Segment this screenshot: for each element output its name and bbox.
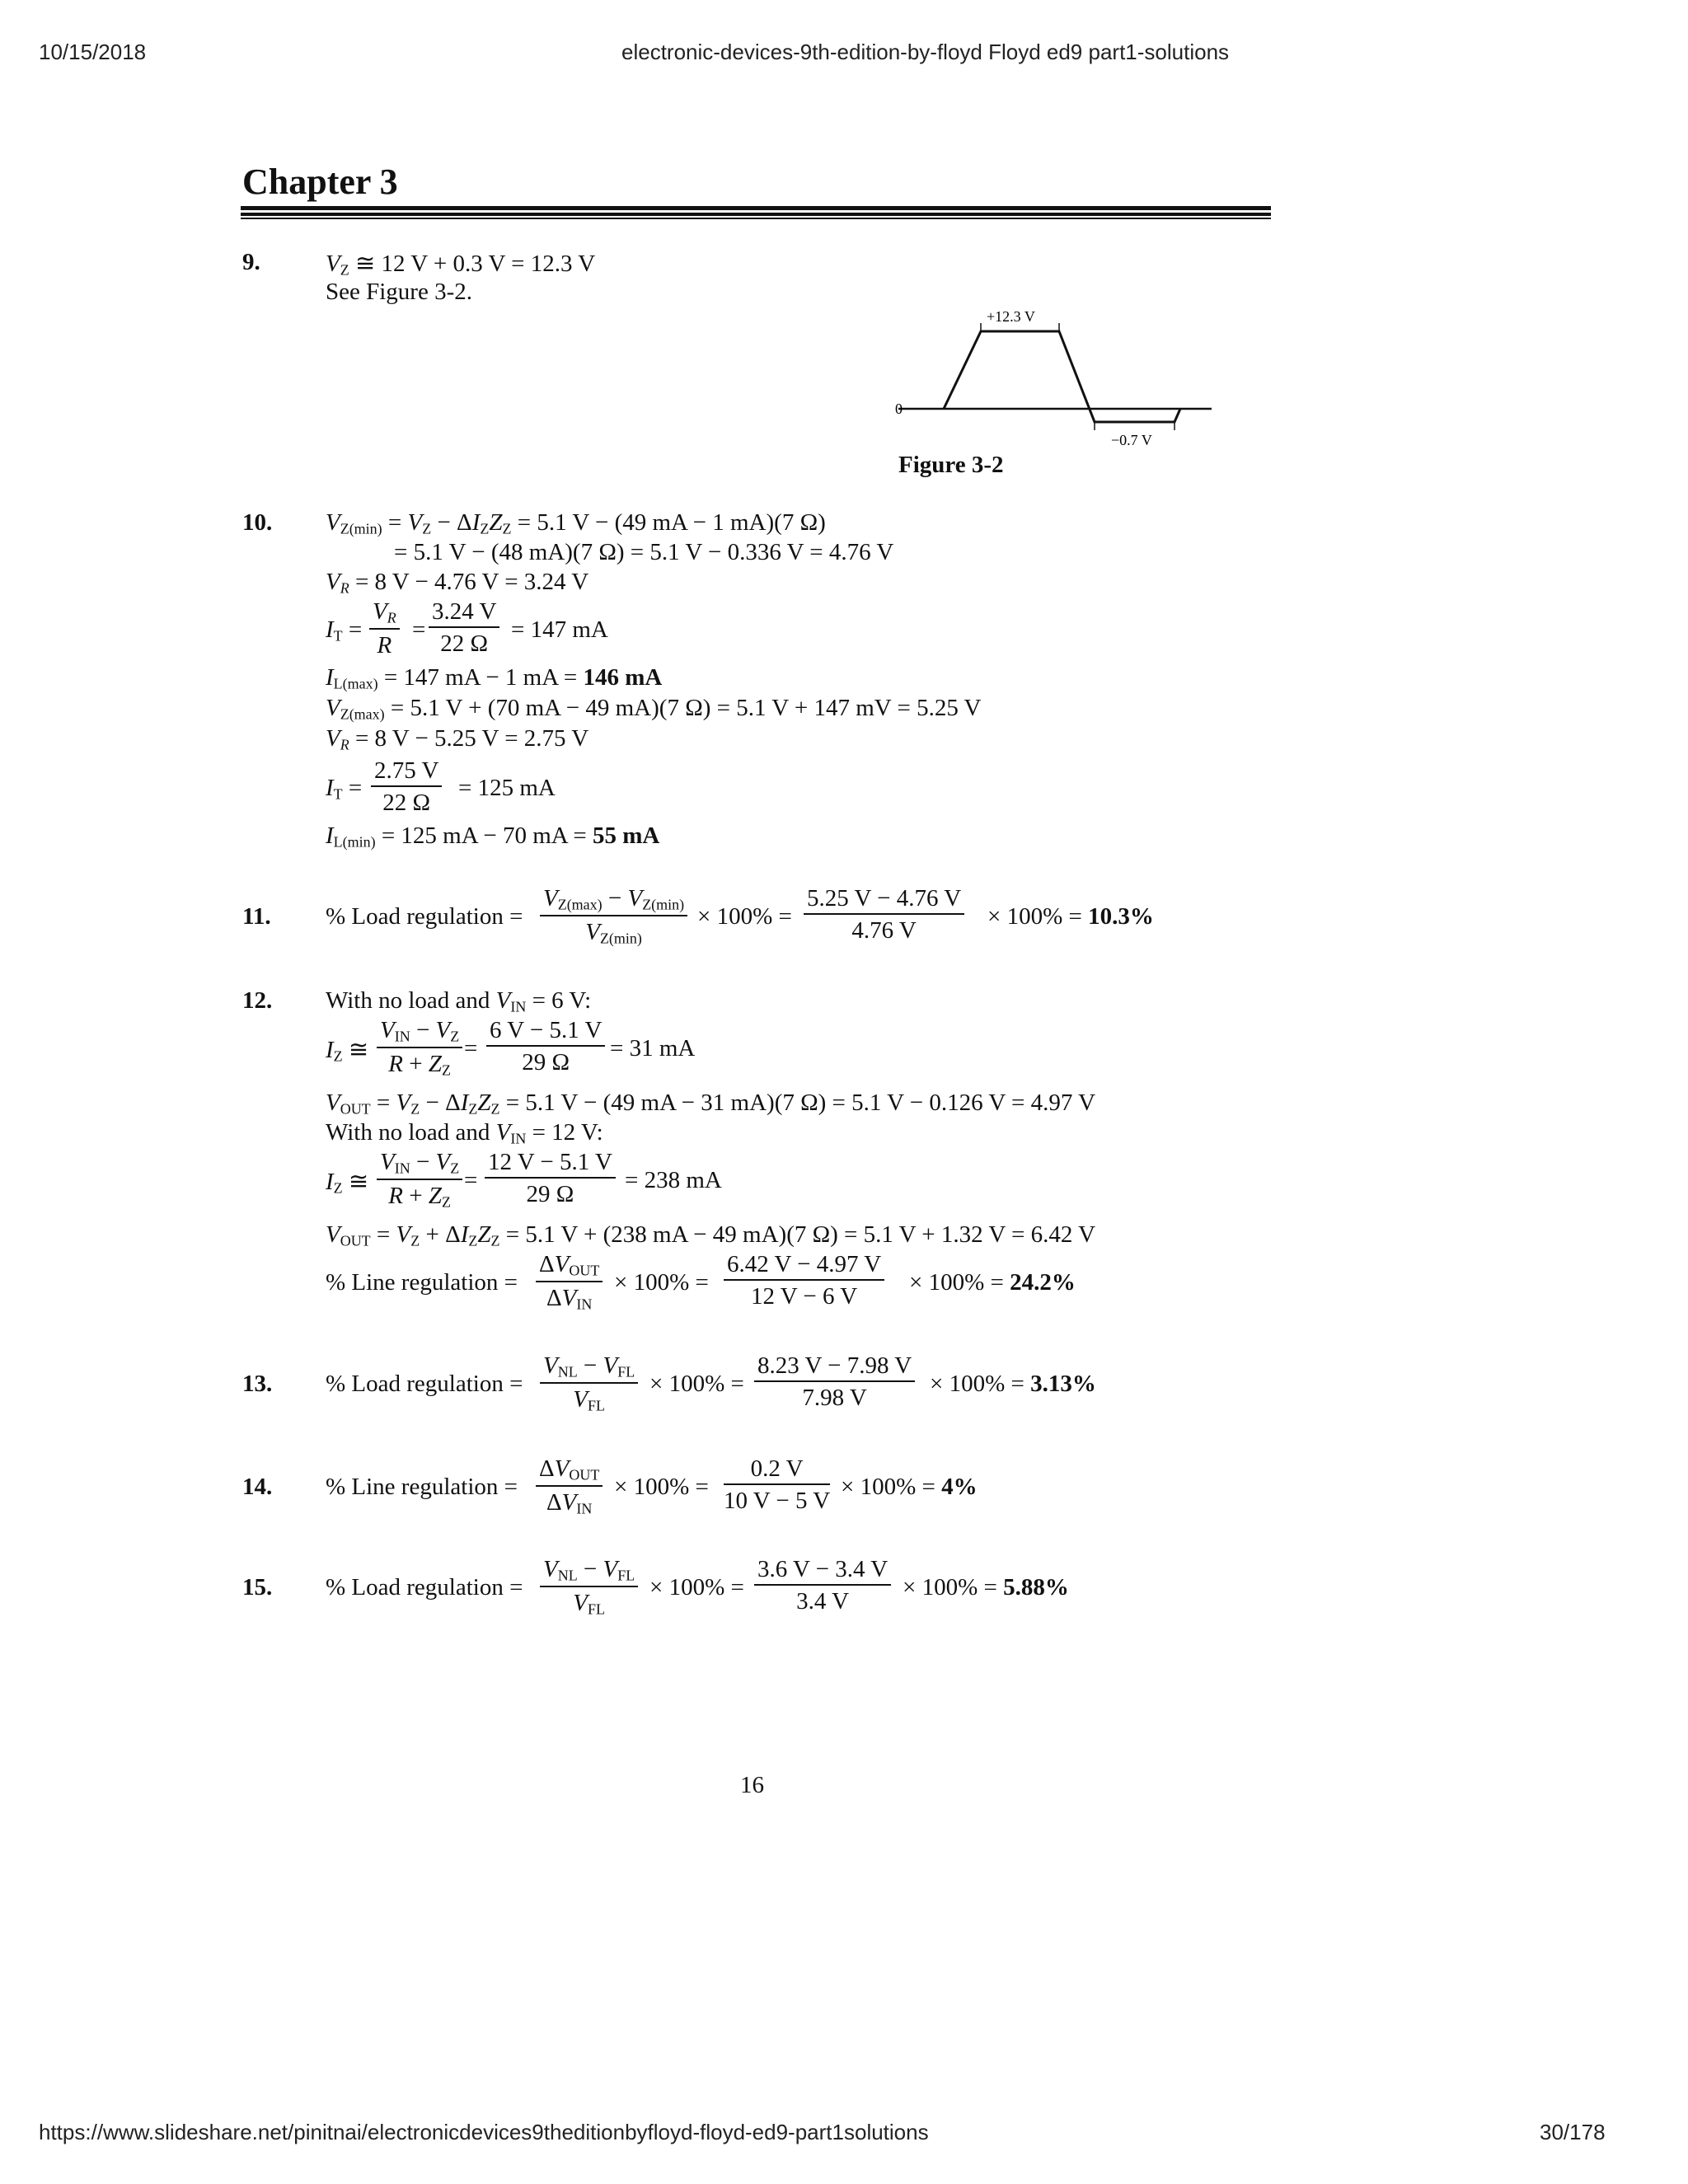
problem-10-line: $V_{Z(max)} = 5.1$ V + (70 mA − 49 mA)(7 Ω) = 5.1 V + 147 mV = 5.25 V bbox=[326, 695, 982, 723]
equals-sign: = bbox=[464, 1167, 478, 1193]
problem-number: 11. bbox=[242, 903, 271, 930]
formula-mid: × 100% = bbox=[649, 1574, 744, 1601]
result: × 100% = 3.13% bbox=[930, 1371, 1096, 1397]
equals-sign: = bbox=[412, 616, 426, 643]
figure-label-zero: 0 bbox=[895, 401, 903, 417]
result: × 100% = 5.88% bbox=[903, 1574, 1069, 1601]
formula-label: % Line regulation = bbox=[326, 1474, 518, 1500]
print-title: electronic-devices-9th-edition-by-floyd Floyd ed9 part1-solutions bbox=[621, 40, 1230, 64]
fraction: $\frac{8.23 V - 7.98 V}{7.98 V}$ bbox=[754, 1353, 915, 1411]
problem-number: 15. bbox=[242, 1574, 273, 1601]
fraction: $\frac{5.25 V - 4.76 V}{4.76 V}$ bbox=[804, 886, 964, 944]
formula-label: % Line regulation = bbox=[326, 1269, 518, 1296]
formula-mid: × 100% = bbox=[649, 1371, 744, 1397]
fraction: $\frac{2.75 V}{22 \Omega}$ bbox=[371, 758, 442, 816]
problem-number: 14. bbox=[242, 1474, 273, 1500]
fraction: $V_{NL} - V_{FL}$ $V_{FL}$ bbox=[540, 1353, 638, 1414]
result: = 147 mA bbox=[511, 616, 608, 643]
fraction: $V_{Z(max)} - V_{Z(min)}$ $V_{Z(min)}$ bbox=[540, 886, 687, 947]
problem-9-line: See Figure 3-2. bbox=[326, 279, 472, 305]
problem-12-line: $V_{OUT} = V_Z + \Delta I_ZZ_Z = 5.1$ V + (238 mA − 49 mA)(7 Ω) = 5.1 V + 1.32 V = 6.42 V bbox=[326, 1221, 1096, 1249]
fraction: $V_{IN} - V_Z$ $R + Z_Z$ bbox=[377, 1018, 462, 1079]
figure-label-bottom: −0.7 V bbox=[1111, 432, 1152, 448]
fraction: $\Delta V_{OUT}$ $\Delta V_{IN}$ bbox=[536, 1252, 603, 1313]
fraction: $\frac{12 V - 5.1 V}{29 \Omega}$ bbox=[485, 1150, 616, 1207]
heading-rule bbox=[241, 218, 1271, 219]
problem-number: 10. bbox=[242, 509, 273, 536]
result: = 238 mA bbox=[625, 1167, 722, 1193]
formula-label: % Load regulation = bbox=[326, 903, 523, 930]
problem-12-line: $V_{OUT} = V_Z - \Delta I_ZZ_Z = 5.1$ V − (49 mA − 31 mA)(7 Ω) = 5.1 V − 0.126 V = 4.97 V bbox=[326, 1090, 1096, 1118]
equals-sign: = bbox=[464, 1035, 478, 1062]
formula-mid: × 100% = bbox=[697, 903, 792, 930]
problem-10-line: $I_T$ = bbox=[326, 775, 363, 803]
result: = 31 mA bbox=[610, 1035, 696, 1062]
result: × 100% = 4% bbox=[841, 1474, 978, 1500]
fraction: $\frac{3.6 V - 3.4 V}{3.4 V}$ bbox=[754, 1557, 891, 1615]
problem-10-line: $I_{L(max)} = 147$ mA − 1 mA = 146 mA bbox=[326, 664, 663, 692]
problem-10-line: $V_{Z(min)} = V_Z - \Delta I_ZZ_Z = 5.1$ V − (49 mA − 1 mA)(7 Ω) bbox=[326, 509, 826, 537]
problem-10-line: = 5.1 V − (48 mA)(7 Ω) = 5.1 V − 0.336 V = 4.76 V bbox=[394, 539, 894, 565]
fraction: $\Delta V_{OUT}$ $\Delta V_{IN}$ bbox=[536, 1456, 603, 1517]
formula-label: % Load regulation = bbox=[326, 1574, 523, 1601]
problem-number: 13. bbox=[242, 1371, 273, 1397]
problem-9-line: $V_Z$ ≅ 12 V + 0.3 V = 12.3 V bbox=[326, 251, 596, 279]
fraction: $\frac{6 V - 5.1 V}{29 \Omega}$ bbox=[486, 1018, 605, 1076]
fraction: $\frac{V_R}{R}$ bbox=[369, 599, 400, 658]
fraction: $\frac{6.42 V - 4.97 V}{12 V - 6 V}$ bbox=[724, 1252, 884, 1310]
problem-number: 12. bbox=[242, 987, 273, 1014]
print-page-count: 30/178 bbox=[1540, 2120, 1606, 2144]
result: × 100% = 10.3% bbox=[987, 903, 1154, 930]
print-url[interactable]: https://www.slideshare.net/pinitnai/electronicdevices9theditionbyfloyd-floyd-ed9-part1solutions bbox=[39, 2120, 929, 2144]
problem-10-line: $V_R = 8$ V − 4.76 V = 3.24 V bbox=[326, 569, 589, 597]
page-number: 16 bbox=[740, 1772, 764, 1798]
formula-mid: × 100% = bbox=[614, 1269, 709, 1296]
problem-12-line: With no load and $V_{IN} = 12$ V: bbox=[326, 1119, 603, 1147]
heading-rule bbox=[241, 206, 1271, 210]
problem-number: 9. bbox=[242, 249, 260, 275]
problem-10-line: $I_T$ = bbox=[326, 616, 363, 644]
problem-10-line: $V_R = 8$ V − 5.25 V = 2.75 V bbox=[326, 725, 589, 753]
print-date: 10/15/2018 bbox=[39, 40, 147, 64]
fraction: $\frac{0.2 V}{10 V - 5 V}$ bbox=[724, 1455, 831, 1515]
figure-label-top: +12.3 V bbox=[987, 308, 1035, 325]
result: × 100% = 24.2% bbox=[909, 1269, 1076, 1296]
figure-caption: Figure 3-2 bbox=[898, 452, 1004, 478]
fraction: $V_{NL} - V_{FL}$ $V_{FL}$ bbox=[540, 1557, 638, 1618]
fraction: $V_{IN} - V_Z$ $R + Z_Z$ bbox=[377, 1150, 462, 1211]
problem-12-line: $I_Z$ ≅ bbox=[326, 1169, 369, 1197]
problem-10-line: $I_{L(min)} = 125$ mA − 70 mA = 55 mA bbox=[326, 823, 660, 851]
problem-12-line: With no load and $V_{IN} = 6$ V: bbox=[326, 987, 592, 1015]
fraction: $\frac{3.24 V}{22 \Omega}$ bbox=[429, 599, 499, 657]
formula-label: % Load regulation = bbox=[326, 1371, 523, 1397]
problem-12-line: $I_Z$ ≅ bbox=[326, 1037, 369, 1065]
figure-3-2-waveform bbox=[882, 297, 1220, 449]
chapter-title: Chapter 3 bbox=[242, 162, 398, 202]
formula-mid: × 100% = bbox=[614, 1474, 709, 1500]
heading-rule bbox=[241, 213, 1271, 216]
result: = 125 mA bbox=[458, 775, 556, 801]
